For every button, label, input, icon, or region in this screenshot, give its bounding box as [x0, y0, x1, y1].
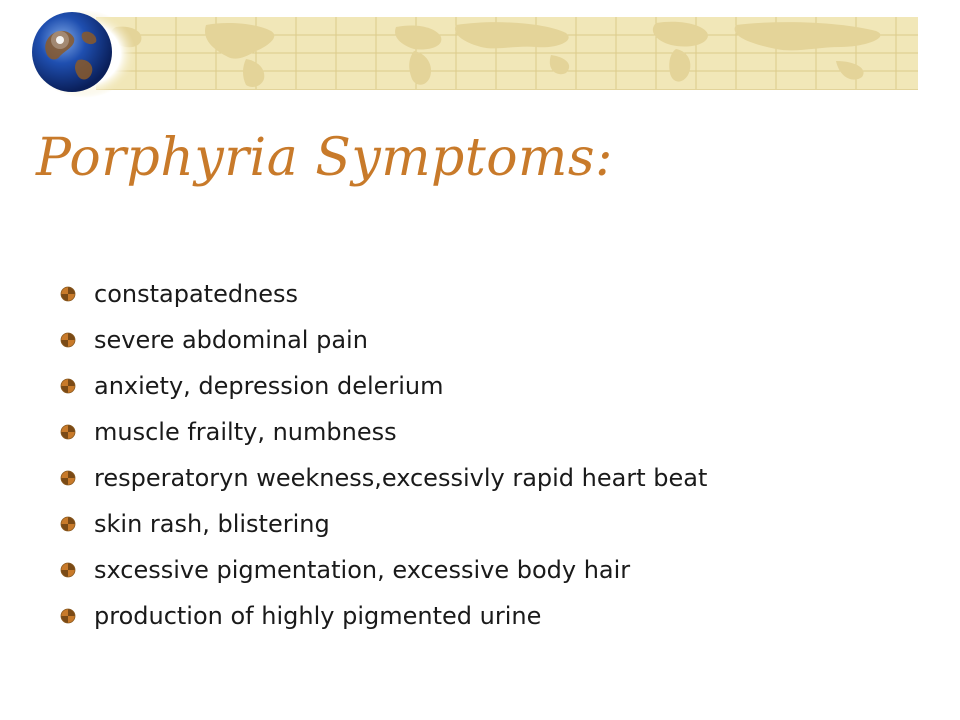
bullet-disc-icon	[60, 286, 76, 302]
world-map-banner-icon	[96, 17, 918, 90]
list-item-text: constapatedness	[94, 280, 299, 308]
bullet-disc-icon	[60, 470, 76, 486]
bullet-disc-icon	[60, 424, 76, 440]
list-item	[60, 366, 920, 412]
list-item	[60, 412, 920, 458]
list-item	[60, 596, 920, 642]
list-item-text: muscle frailty, numbness	[94, 418, 397, 446]
bullet-disc-icon	[60, 562, 76, 578]
slide-title: Porphyria Symptoms:	[36, 128, 614, 188]
list-item-text: severe abdominal pain	[94, 326, 368, 354]
bullet-disc-icon	[60, 332, 76, 348]
list-item-text: sxcessive pigmentation, excessive body hair	[94, 556, 631, 584]
list-item-text: production of highly pigmented urine	[94, 602, 542, 630]
list-item-text: resperatoryn weekness,excessivly rapid heart beat	[94, 464, 708, 492]
symptom-list	[60, 274, 920, 642]
list-item-text: skin rash, blistering	[94, 510, 330, 538]
list-item	[60, 550, 920, 596]
list-item	[60, 320, 920, 366]
bullet-disc-icon	[60, 378, 76, 394]
globe-icon	[26, 10, 136, 98]
bullet-disc-icon	[60, 608, 76, 624]
list-item	[60, 458, 920, 504]
list-item-text: anxiety, depression delerium	[94, 372, 444, 400]
list-item	[60, 274, 920, 320]
bullet-disc-icon	[60, 516, 76, 532]
list-item	[60, 504, 920, 550]
